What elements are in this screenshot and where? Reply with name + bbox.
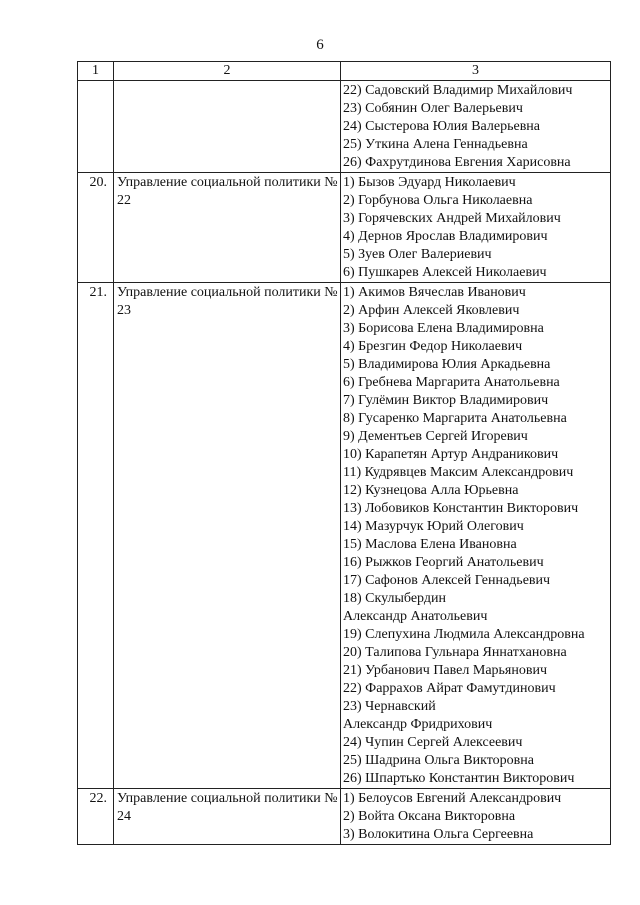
page-number: 6: [316, 37, 324, 53]
member-list: [341, 283, 611, 789]
member-name: 2) Горбунова Ольга Николаевна: [343, 193, 533, 208]
member-name: 25) Шадрина Ольга Викторовна: [343, 753, 534, 768]
member-name: 11) Кудрявцев Максим Александрович: [343, 465, 574, 480]
member-name: 2) Войта Оксана Викторовна: [343, 809, 516, 824]
member-name: 1) Акимов Вячеслав Иванович: [343, 285, 526, 300]
member-name: 23) Чернавский: [343, 699, 436, 714]
member-name: 13) Лобовиков Константин Викторович: [343, 501, 579, 516]
member-name: 8) Гусаренко Маргарита Анатольевна: [343, 411, 567, 426]
department-name: [114, 81, 341, 173]
member-name: 6) Гребнева Маргарита Анатольевна: [343, 375, 560, 390]
table-row: [78, 789, 611, 845]
member-list: [341, 81, 611, 173]
member-name: 2) Арфин Алексей Яковлевич: [343, 303, 520, 318]
row-number: 20.: [78, 173, 114, 283]
column-header-2: 2: [114, 62, 341, 81]
member-name: 12) Кузнецова Алла Юрьевна: [343, 483, 519, 498]
table-row: [78, 81, 611, 173]
member-name: 25) Уткина Алена Геннадьевна: [343, 137, 528, 152]
table-row: [78, 173, 611, 283]
member-name: Александр Фридрихович: [343, 717, 493, 732]
row-number: 21.: [78, 283, 114, 789]
member-name: 5) Владимирова Юлия Аркадьевна: [343, 357, 551, 372]
row-number: 22.: [78, 789, 114, 845]
member-name: 3) Волокитина Ольга Сергеевна: [343, 827, 534, 842]
member-name: 23) Собянин Олег Валерьевич: [343, 101, 523, 116]
table-header-row: [78, 62, 611, 81]
member-name: 24) Сыстерова Юлия Валерьевна: [343, 119, 541, 134]
row-number: [78, 81, 114, 173]
member-name: 15) Маслова Елена Ивановна: [343, 537, 517, 552]
member-name: 14) Мазурчук Юрий Олегович: [343, 519, 524, 534]
table-row: [78, 283, 611, 789]
member-name: 26) Шпартько Константин Викторович: [343, 771, 575, 786]
member-name: 9) Дементьев Сергей Игоревич: [343, 429, 528, 444]
column-header-3: 3: [341, 62, 611, 81]
member-name: 21) Урбанович Павел Марьянович: [343, 663, 547, 678]
member-name: 7) Гулёмин Виктор Владимирович: [343, 393, 549, 408]
column-header-1: 1: [78, 62, 114, 81]
member-name: 10) Карапетян Артур Андраникович: [343, 447, 559, 462]
member-name: 3) Борисова Елена Владимировна: [343, 321, 544, 336]
member-name: 4) Брезгин Федор Николаевич: [343, 339, 523, 354]
member-name: 1) Белоусов Евгений Александрович: [343, 791, 562, 806]
member-name: 5) Зуев Олег Валериевич: [343, 247, 492, 262]
member-name: 22) Фаррахов Айрат Фамутдинович: [343, 681, 556, 696]
member-list: [341, 789, 611, 845]
department-name: Управление социальной политики № 22: [114, 173, 341, 283]
member-name: 26) Фахрутдинова Евгения Харисовна: [343, 155, 571, 170]
member-name: Александр Анатольевич: [343, 609, 488, 624]
member-name: 22) Садовский Владимир Михайлович: [343, 83, 573, 98]
member-name: 18) Скулыбердин: [343, 591, 446, 606]
member-name: 1) Бызов Эдуард Николаевич: [343, 175, 516, 190]
member-name: 16) Рыжков Георгий Анатольевич: [343, 555, 544, 570]
member-name: 6) Пушкарев Алексей Николаевич: [343, 265, 547, 280]
member-name: 3) Горячевских Андрей Михайлович: [343, 211, 561, 226]
member-name: 20) Талипова Гульнара Яннатхановна: [343, 645, 567, 660]
member-list: [341, 173, 611, 283]
member-name: 19) Слепухина Людмила Александровна: [343, 627, 585, 642]
department-name: Управление социальной политики № 24: [114, 789, 341, 845]
department-name: Управление социальной политики № 23: [114, 283, 341, 789]
member-name: 17) Сафонов Алексей Геннадьевич: [343, 573, 551, 588]
member-name: 4) Дернов Ярослав Владимирович: [343, 229, 548, 244]
commission-table: [77, 61, 611, 845]
member-name: 24) Чупин Сергей Алексеевич: [343, 735, 523, 750]
